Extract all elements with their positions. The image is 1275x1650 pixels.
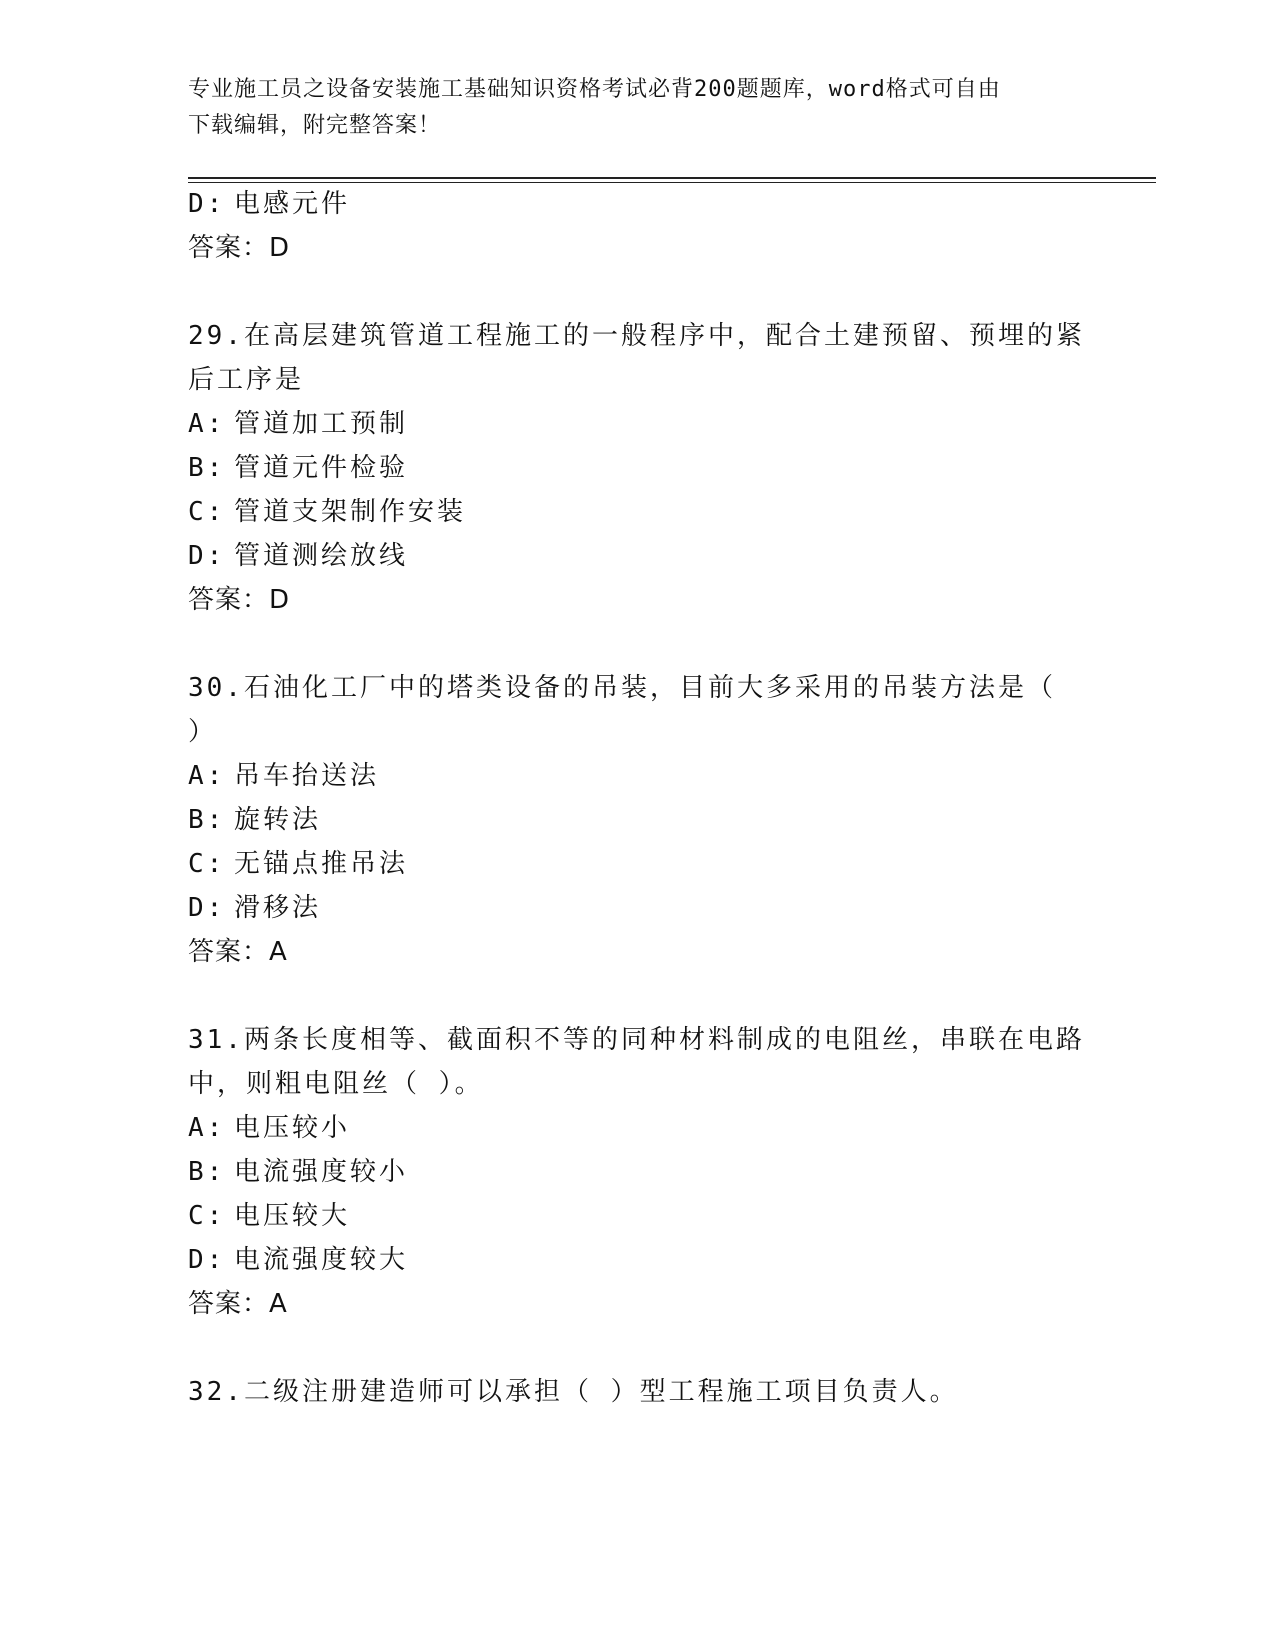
option-text: 电压较大 (234, 1201, 351, 1231)
option-line (188, 538, 408, 574)
document-header (188, 72, 1088, 144)
option-text: 滑移法 (234, 893, 322, 923)
option-letter: A: (188, 409, 226, 439)
option-text: 旋转法 (234, 805, 322, 835)
question-30-text: 30.石油化工厂中的塔类设备的吊装，目前大多采用的吊装方法是（ (188, 673, 1056, 703)
option-letter: D: (188, 189, 226, 219)
question-29-text: 29.在高层建筑管道工程施工的一般程序中，配合土建预留、预埋的紧 (188, 321, 1085, 351)
option-line (188, 1242, 408, 1278)
option-letter: A: (188, 1113, 226, 1143)
option-text: 电压较小 (234, 1113, 351, 1143)
option-letter: B: (188, 453, 226, 483)
option-letter: C: (188, 497, 226, 527)
option-letter: C: (188, 1201, 226, 1231)
option-letter: D: (188, 893, 226, 923)
option-letter: C: (188, 849, 226, 879)
option-line (188, 1198, 350, 1234)
option-line (188, 450, 408, 486)
option-line (188, 802, 321, 838)
option-letter: D: (188, 1245, 226, 1275)
option-letter: A: (188, 761, 226, 791)
option-text: 管道支架制作安装 (234, 497, 467, 527)
header-divider-thick (188, 177, 1156, 179)
option-text: 吊车抬送法 (234, 761, 380, 791)
option-line (188, 494, 466, 530)
option-text: 电感元件 (234, 189, 351, 219)
option-line (188, 1154, 408, 1190)
answer-line: 答案：D (188, 233, 291, 263)
option-line (188, 406, 408, 442)
answer-line: 答案：A (188, 1289, 288, 1319)
question-31-text-cont: 中，则粗电阻丝（ ）。 (188, 1069, 484, 1099)
header-line-2: 下载编辑，附完整答案！ (188, 113, 442, 138)
header-divider-thin (188, 182, 1156, 183)
question-32-text: 32.二级注册建造师可以承担（ ）型工程施工项目负责人。 (188, 1377, 959, 1407)
option-letter: B: (188, 1157, 226, 1187)
option-text: 管道测绘放线 (234, 541, 409, 571)
header-line-1: 专业施工员之设备安装施工基础知识资格考试必背200题题库，word格式可自由 (188, 77, 1001, 102)
option-text: 管道元件检验 (234, 453, 409, 483)
option-text: 管道加工预制 (234, 409, 409, 439)
question-31-text: 31.两条长度相等、截面积不等的同种材料制成的电阻丝，串联在电路 (188, 1025, 1085, 1055)
option-letter: D: (188, 541, 226, 571)
option-text: 无锚点推吊法 (234, 849, 409, 879)
option-line (188, 758, 379, 794)
option-line (188, 186, 350, 222)
option-text: 电流强度较大 (234, 1245, 409, 1275)
option-line (188, 890, 321, 926)
option-text: 电流强度较小 (234, 1157, 409, 1187)
answer-line: 答案：D (188, 585, 291, 615)
answer-line: 答案：A (188, 937, 288, 967)
question-29-text-cont: 后工序是 (188, 365, 305, 395)
option-line (188, 846, 408, 882)
option-line (188, 1110, 350, 1146)
option-letter: B: (188, 805, 226, 835)
question-30-text-cont: ） (188, 717, 218, 747)
